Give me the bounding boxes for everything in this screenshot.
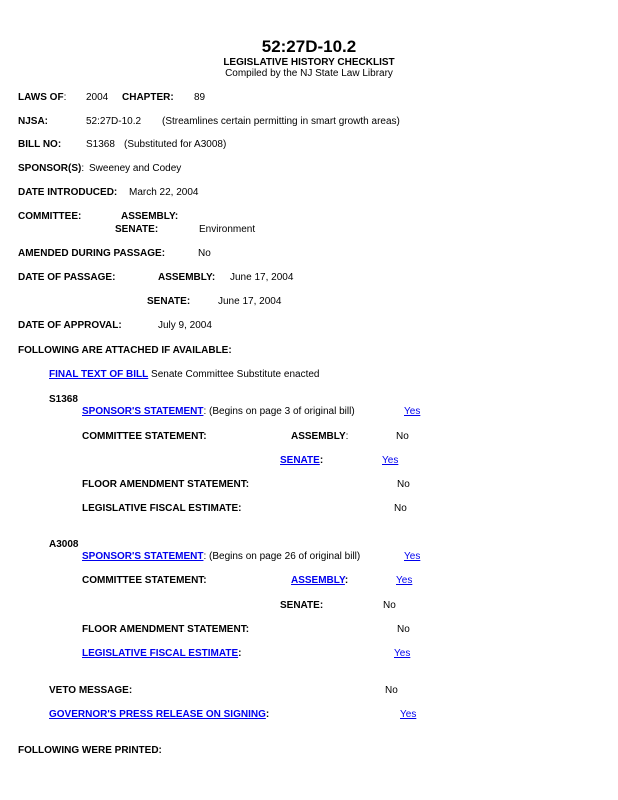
- njsa-description: (Streamlines certain permitting in smart growth areas): [162, 116, 400, 127]
- compiled-by: Compiled by the NJ State Law Library: [225, 68, 393, 79]
- laws-of-year: 2004: [86, 92, 109, 103]
- a3008-senate-value: No: [383, 600, 396, 611]
- s1368-floor-value: No: [397, 479, 410, 490]
- governor-row: GOVERNOR'S PRESS RELEASE ON SIGNING:: [49, 709, 270, 720]
- amended-value: No: [198, 248, 211, 259]
- passage-senate-value: June 17, 2004: [218, 296, 282, 307]
- a3008-assembly-link[interactable]: ASSEMBLY: [291, 575, 345, 586]
- a3008-label: A3008: [49, 539, 79, 550]
- a3008-sponsor-statement-row: [82, 551, 360, 563]
- passage-assembly-value: June 17, 2004: [230, 272, 294, 283]
- a3008-floor-value: No: [397, 624, 410, 635]
- a3008-floor-label: FLOOR AMENDMENT STATEMENT:: [82, 624, 250, 635]
- s1368-senate-link[interactable]: SENATE: [280, 455, 320, 466]
- amended-label: AMENDED DURING PASSAGE:: [18, 248, 166, 259]
- laws-of-label: LAWS OF:: [18, 92, 67, 103]
- s1368-assembly-label: ASSEMBLY:: [291, 431, 349, 442]
- veto-label: VETO MESSAGE:: [49, 685, 133, 696]
- s1368-sponsor-statement-yes[interactable]: Yes: [404, 406, 421, 417]
- s1368-senate-yes[interactable]: Yes: [382, 455, 399, 466]
- committee-label: COMMITTEE:: [18, 211, 82, 222]
- s1368-fiscal-label: LEGISLATIVE FISCAL ESTIMATE:: [82, 503, 242, 514]
- attached-heading: FOLLOWING ARE ATTACHED IF AVAILABLE:: [18, 345, 232, 356]
- final-text-link[interactable]: FINAL TEXT OF BILL: [49, 369, 149, 380]
- njsa-label: NJSA:: [18, 116, 49, 127]
- final-text-row: [49, 369, 319, 381]
- s1368-senate-row: SENATE:: [280, 455, 324, 466]
- chapter-value: 89: [194, 92, 206, 103]
- committee-senate-value: Environment: [199, 224, 256, 235]
- printed-heading: FOLLOWING WERE PRINTED:: [18, 745, 162, 756]
- chapter-label: CHAPTER:: [122, 92, 174, 103]
- veto-value: No: [385, 685, 398, 696]
- final-text-note: Senate Committee Substitute enacted: [151, 369, 320, 380]
- governor-press-release-link[interactable]: GOVERNOR'S PRESS RELEASE ON SIGNING: [49, 709, 266, 720]
- a3008-committee-statement-label: COMMITTEE STATEMENT:: [82, 575, 207, 586]
- date-of-approval-label: DATE OF APPROVAL:: [18, 320, 122, 331]
- s1368-sponsor-statement-note: : (Begins on page 3 of original bill): [203, 406, 355, 417]
- a3008-fiscal-link[interactable]: LEGISLATIVE FISCAL ESTIMATE: [82, 648, 239, 659]
- a3008-assembly-row: ASSEMBLY:: [291, 575, 349, 586]
- sponsors-label: SPONSOR(S):: [18, 163, 85, 174]
- njsa-value: 52:27D-10.2: [86, 116, 142, 127]
- sponsors-value: Sweeney and Codey: [89, 163, 182, 174]
- committee-senate-label: SENATE:: [115, 224, 159, 235]
- s1368-sponsor-statement-row: [82, 406, 355, 418]
- a3008-senate-label: SENATE:: [280, 600, 324, 611]
- date-introduced-label: DATE INTRODUCED:: [18, 187, 118, 198]
- a3008-assembly-yes[interactable]: Yes: [396, 575, 413, 586]
- date-of-approval-value: July 9, 2004: [158, 320, 212, 331]
- a3008-sponsor-statement-link[interactable]: SPONSOR'S STATEMENT: [82, 551, 204, 562]
- a3008-sponsor-statement-note: : (Begins on page 26 of original bill): [203, 551, 361, 562]
- bill-no-label: BILL NO:: [18, 139, 62, 150]
- passage-assembly-label: ASSEMBLY:: [158, 272, 216, 283]
- s1368-fiscal-value: No: [394, 503, 407, 514]
- s1368-floor-label: FLOOR AMENDMENT STATEMENT:: [82, 479, 250, 490]
- governor-yes[interactable]: Yes: [400, 709, 417, 720]
- passage-senate-label: SENATE:: [147, 296, 191, 307]
- s1368-committee-statement-label: COMMITTEE STATEMENT:: [82, 431, 207, 442]
- checklist-subtitle: LEGISLATIVE HISTORY CHECKLIST: [223, 57, 395, 68]
- a3008-fiscal-row: LEGISLATIVE FISCAL ESTIMATE:: [82, 648, 242, 659]
- bill-no-value: S1368: [86, 139, 115, 150]
- date-introduced-value: March 22, 2004: [129, 187, 199, 198]
- s1368-label: S1368: [49, 394, 78, 405]
- date-of-passage-label: DATE OF PASSAGE:: [18, 272, 116, 283]
- a3008-sponsor-statement-yes[interactable]: Yes: [404, 551, 421, 562]
- page-title: 52:27D-10.2: [261, 37, 357, 56]
- committee-assembly-label: ASSEMBLY:: [121, 211, 179, 222]
- a3008-fiscal-yes[interactable]: Yes: [394, 648, 411, 659]
- s1368-assembly-value: No: [396, 431, 409, 442]
- bill-no-note: (Substituted for A3008): [124, 139, 227, 150]
- s1368-sponsor-statement-link[interactable]: SPONSOR'S STATEMENT: [82, 406, 204, 417]
